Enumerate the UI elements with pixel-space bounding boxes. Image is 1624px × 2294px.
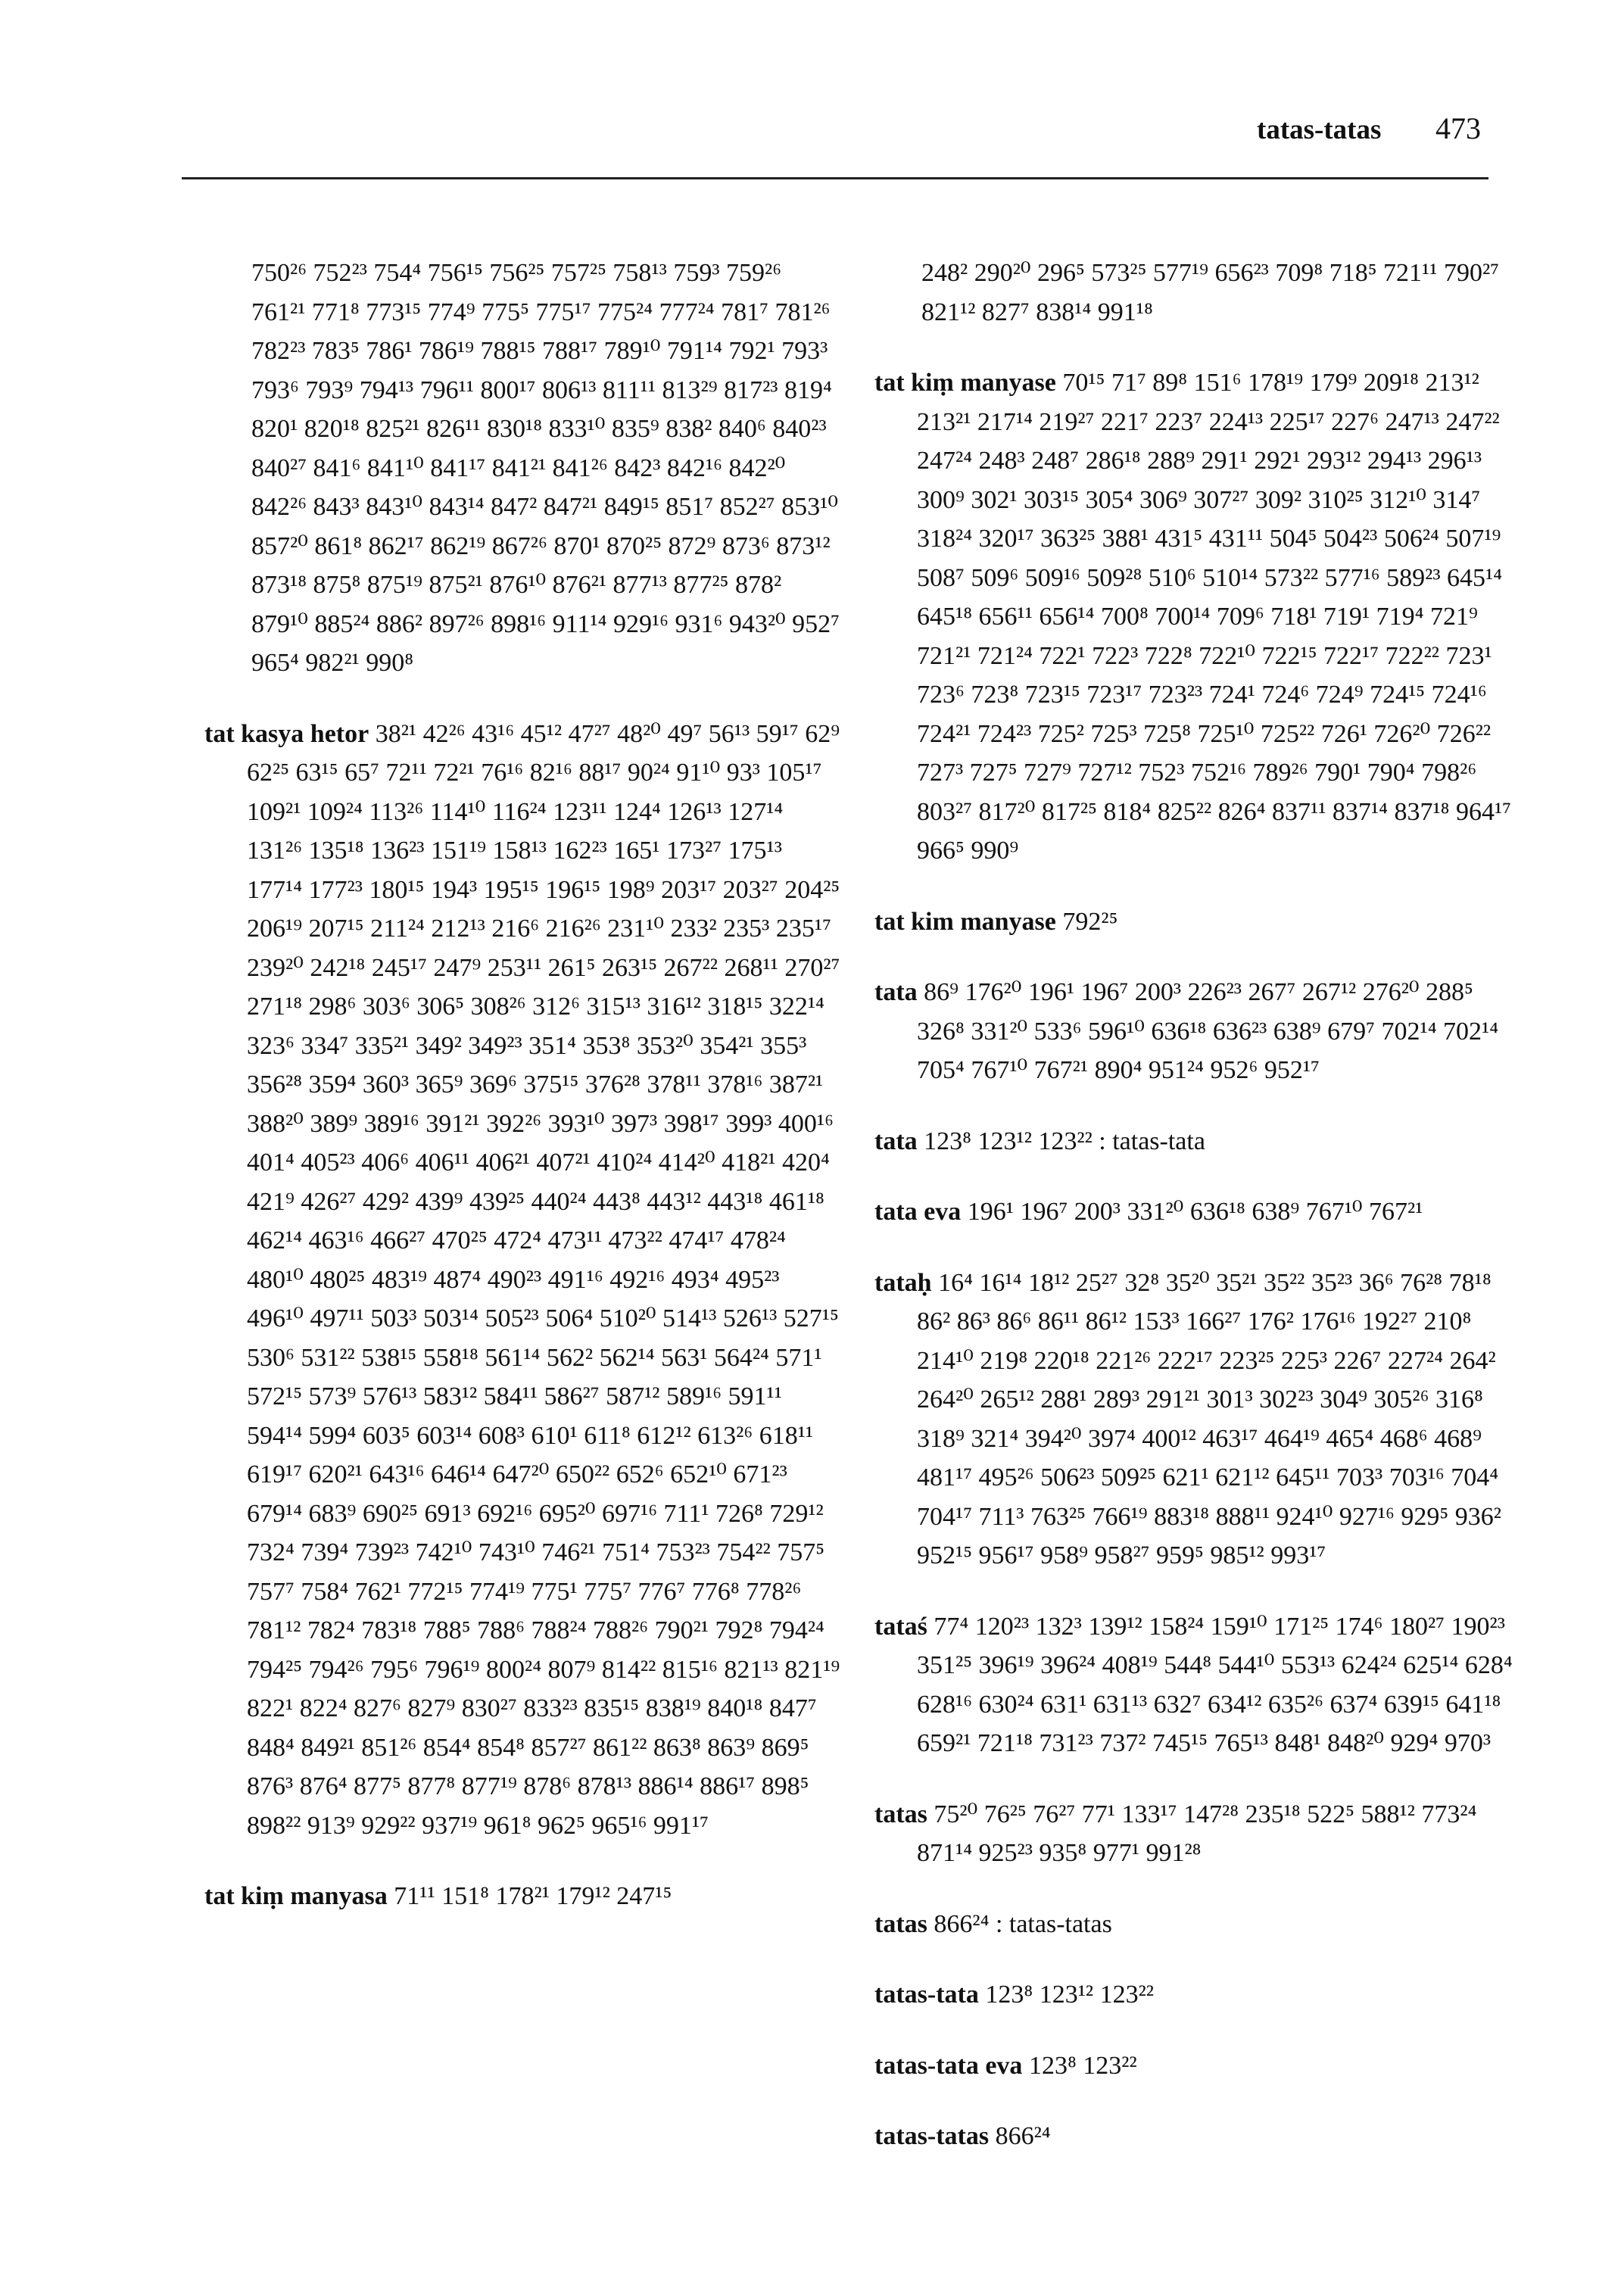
entry-references: 123⁸ 123¹² 123²² : tatas-tata [924, 1127, 1205, 1155]
entry-references: 792²⁵ [1062, 907, 1118, 936]
entry-headword: tatas-tata [874, 1981, 979, 2009]
index-entry-continued [874, 254, 1526, 332]
index-entry-continued [204, 254, 840, 683]
entry-headword: tata [874, 1127, 918, 1155]
entry-headword: tat kiṃ manyase [874, 369, 1056, 397]
entry-references: 16⁴ 16¹⁴ 18¹² 25²⁷ 32⁸ 35²⁰ 35²¹ 35²² 35²³ 36⁶ 76²⁸ 78¹⁸ 86² 86³ 86⁶ 86¹¹ 86¹² 153³ 166²⁷ 176² 176¹⁶ 192²⁷ 210⁸ 214¹⁰ 219⁸ 220¹⁸ 221²⁶ 222¹⁷ 223²⁵ 225³ 226⁷ 227²⁴ 264² 264²⁰ 265¹² 288¹ 289³ 291²¹ 301³ 302²³ 304⁹ 305²⁶ 316⁸ 318⁹ 321⁴ 394²⁰ 397⁴ 400¹² 463¹⁷ 464¹⁹ 465⁴ 468⁶ 468⁹ 481¹⁷ 495²⁶ 506²³ 509²⁵ 621¹ 621¹² 645¹¹ 703³ 703¹⁶ 704⁴ 704¹⁷ 711³ 763²⁵ 766¹⁹ 883¹⁸ 888¹¹ 924¹⁰ 927¹⁶ 929⁵ 936² 952¹⁵ 956¹⁷ 958⁹ 958²⁷ 959⁵ 985¹² 993¹⁷ [917, 1268, 1501, 1569]
page-number: 473 [1435, 111, 1481, 145]
index-entry [874, 902, 1526, 942]
entry-references: 248² 290²⁰ 296⁵ 573²⁵ 577¹⁹ 656²³ 709⁸ 718⁵ 721¹¹ 790²⁷ 821¹² 827⁷ 838¹⁴ 991¹⁸ [921, 259, 1499, 326]
entry-headword: tatas [874, 1909, 927, 1938]
left-column [204, 254, 840, 1948]
entry-headword: tataḥ [874, 1268, 932, 1297]
index-entry [874, 363, 1526, 871]
index-entry [874, 1264, 1526, 1576]
index-entry [874, 973, 1526, 1090]
entry-references: 866²⁴ : tatas-tatas [934, 1909, 1112, 1938]
entry-references: 86⁹ 176²⁰ 196¹ 196⁷ 200³ 226²³ 267⁷ 267¹² 276²⁰ 288⁵ 326⁸ 331²⁰ 533⁶ 596¹⁰ 636¹⁸ 636²³ 638⁹ 679⁷ 702¹⁴ 702¹⁴ 705⁴ 767¹⁰ 767²¹ 890⁴ 951²⁴ 952⁶ 952¹⁷ [917, 978, 1499, 1084]
right-column [874, 254, 1526, 2188]
index-entry [874, 2117, 1526, 2156]
index-entry [874, 2046, 1526, 2086]
entry-headword: tat kim manyase [874, 907, 1056, 936]
entry-headword: tataś [874, 1612, 927, 1641]
entry-references: 38²¹ 42²⁶ 43¹⁶ 45¹² 47²⁷ 48²⁰ 49⁷ 56¹³ 59¹⁷ 62⁹ 62²⁵ 63¹⁵ 65⁷ 72¹¹ 72²¹ 76¹⁶ 82¹⁶ 88¹⁷ 90²⁴ 91¹⁰ 93³ 105¹⁷ 109²¹ 109²⁴ 113²⁶ 114¹⁰ 116²⁴ 123¹¹ 124⁴ 126¹³ 127¹⁴ 131²⁶ 135¹⁸ 136²³ 151¹⁹ 158¹³ 162²³ 165¹ 173²⁷ 175¹³ 177¹⁴ 177²³ 180¹⁵ 194³ 195¹⁵ 196¹⁵ 198⁹ 203¹⁷ 203²⁷ 204²⁵ 206¹⁹ 207¹⁵ 211²⁴ 212¹³ 216⁶ 216²⁶ 231¹⁰ 233² 235³ 235¹⁷ 239²⁰ 242¹⁸ 245¹⁷ 247⁹ 253¹¹ 261⁵ 263¹⁵ 267²² 268¹¹ 270²⁷ 271¹⁸ 298⁶ 303⁶ 306⁵ 308²⁶ 312⁶ 315¹³ 316¹² 318¹⁵ 322¹⁴ 323⁶ 334⁷ 335²¹ 349² 349²³ 351⁴ 353⁸ 353²⁰ 354²¹ 355³ 356²⁸ 359⁴ 360³ 365⁹ 369⁶ 375¹⁵ 376²⁸ 378¹¹ 378¹⁶ 387²¹ 388²⁰ 389⁹ 389¹⁶ 391²¹ 392²⁶ 393¹⁰ 397³ 398¹⁷ 399³ 400¹⁶ 401⁴ 405²³ 406⁶ 406¹¹ 406²¹ 407²¹ 410²⁴ 414²⁰ 418²¹ 420⁴ 421⁹ 426²⁷ 429² 439⁹ 439²⁵ 440²⁴ 443⁸ 443¹² 443¹⁸ 461¹⁸ 462¹⁴ 463¹⁶ 466²⁷ 470²⁵ 472⁴ 473¹¹ 473²² 474¹⁷ 478²⁴ 480¹⁰ 480²⁵ 483¹⁹ 487⁴ 490²³ 491¹⁶ 492¹⁶ 493⁴ 495²³ 496¹⁰ 497¹¹ 503³ 503¹⁴ 505²³ 506⁴ 510²⁰ 514¹³ 526¹³ 527¹⁵ 530⁶ 531²² 538¹⁵ 558¹⁸ 561¹⁴ 562² 562¹⁴ 563¹ 564²⁴ 571¹ 572¹⁵ 573⁹ 576¹³ 583¹² 584¹¹ 586²⁷ 587¹² 589¹⁶ 591¹¹ 594¹⁴ 599⁴ 603⁵ 603¹⁴ 608³ 610¹ 611⁸ 612¹² 613²⁶ 618¹¹ 619¹⁷ 620²¹ 643¹⁶ 646¹⁴ 647²⁰ 650²² 652⁶ 652¹⁰ 671²³ 679¹⁴ 683⁹ 690²⁵ 691³ 692¹⁶ 695²⁰ 697¹⁶ 711¹ 726⁸ 729¹² 732⁴ 739⁴ 739²³ 742¹⁰ 743¹⁰ 746²¹ 751⁴ 753²³ 754²² 757⁵ 757⁷ 758⁴ 762¹ 772¹⁵ 774¹⁹ 775¹ 775⁷ 776⁷ 776⁸ 778²⁶ 781¹² 782⁴ 783¹⁸ 788⁵ 788⁶ 788²⁴ 788²⁶ 790²¹ 792⁸ 794²⁴ 794²⁵ 794²⁶ 795⁶ 796¹⁹ 800²⁴ 807⁹ 814²² 815¹⁶ 821¹³ 821¹⁹ 822¹ 822⁴ 827⁶ 827⁹ 830²⁷ 833²³ 835¹⁵ 838¹⁹ 840¹⁸ 847⁷ 848⁴ 849²¹ 851²⁶ 854⁴ 854⁸ 857²⁷ 861²² 863⁸ 863⁹ 869⁵ 876³ 876⁴ 877⁵ 877⁸ 877¹⁹ 878⁶ 878¹³ 886¹⁴ 886¹⁷ 898⁵ 898²² 913⁹ 929²² 937¹⁹ 961⁸ 962⁵ 965¹⁶ 991¹⁷ [247, 719, 840, 1840]
entry-headword: tat kiṃ manyasa [204, 1882, 388, 1910]
entry-references: 70¹⁵ 71⁷ 89⁸ 151⁶ 178¹⁹ 179⁹ 209¹⁸ 213¹² 213²¹ 217¹⁴ 219²⁷ 221⁷ 223⁷ 224¹³ 225¹⁷ 227⁶ 247¹³ 247²² 247²⁴ 248³ 248⁷ 286¹⁸ 288⁹ 291¹ 292¹ 293¹² 294¹³ 296¹³ 300⁹ 302¹ 303¹⁵ 305⁴ 306⁹ 307²⁷ 309² 310²⁵ 312¹⁰ 314⁷ 318²⁴ 320¹⁷ 363²⁵ 388¹ 431⁵ 431¹¹ 504⁵ 504²³ 506²⁴ 507¹⁹ 508⁷ 509⁶ 509¹⁶ 509²⁸ 510⁶ 510¹⁴ 573²² 577¹⁶ 589²³ 645¹⁴ 645¹⁸ 656¹¹ 656¹⁴ 700⁸ 700¹⁴ 709⁶ 718¹ 719¹ 719⁴ 721⁹ 721²¹ 721²⁴ 722¹ 722³ 722⁸ 722¹⁰ 722¹⁵ 722¹⁷ 722²² 723¹ 723⁶ 723⁸ 723¹⁵ 723¹⁷ 723²³ 724¹ 724⁶ 724⁹ 724¹⁵ 724¹⁶ 724²¹ 724²³ 725² 725³ 725⁸ 725¹⁰ 725²² 726¹ 726²⁰ 726²² 727³ 727⁵ 727⁹ 727¹² 752³ 752¹⁶ 789²⁶ 790¹ 790⁴ 798²⁶ 803²⁷ 817²⁰ 817²⁵ 818⁴ 825²² 826⁴ 837¹¹ 837¹⁴ 837¹⁸ 964¹⁷ 966⁵ 990⁹ [917, 369, 1512, 865]
entry-headword: tatas-tatas [874, 2122, 990, 2150]
entry-references: 123⁸ 123¹² 123²² [985, 1981, 1154, 2009]
index-entry [874, 1192, 1526, 1232]
index-entry [874, 1975, 1526, 2015]
index-entry [874, 1122, 1526, 1161]
index-entry [204, 1877, 840, 1916]
index-entry [874, 1795, 1526, 1873]
index-entry [874, 1607, 1526, 1763]
index-entry [874, 1905, 1526, 1944]
entry-references: 123⁸ 123²² [1028, 2051, 1137, 2080]
entry-headword: tat kasya hetor [204, 719, 369, 748]
entry-headword: tata eva [874, 1198, 962, 1226]
entry-references: 71¹¹ 151⁸ 178²¹ 179¹² 247¹⁵ [394, 1882, 672, 1910]
entry-references: 75²⁰ 76²⁵ 76²⁷ 77¹ 133¹⁷ 147²⁸ 235¹⁸ 522⁵ 588¹² 773²⁴ 871¹⁴ 925²³ 935⁸ 977¹ 991²⁸ [917, 1800, 1477, 1867]
page-header [0, 106, 1624, 197]
entry-references: 866²⁴ [995, 2122, 1051, 2150]
entry-headword: tatas [874, 1800, 927, 1828]
entry-headword: tata [874, 978, 918, 1006]
entry-references: 77⁴ 120²³ 132³ 139¹² 158²⁴ 159¹⁰ 171²⁵ 174⁶ 180²⁷ 190²³ 351²⁵ 396¹⁹ 396²⁴ 408¹⁹ 544⁸ 544¹⁰ 553¹³ 624²⁴ 625¹⁴ 628⁴ 628¹⁶ 630²⁴ 631¹ 631¹³ 632⁷ 634¹² 635²⁶ 637⁴ 639¹⁵ 641¹⁸ 659²¹ 721¹⁸ 731²³ 737² 745¹⁵ 765¹³ 848¹ 848²⁰ 929⁴ 970³ [917, 1612, 1513, 1757]
entry-references: 750²⁶ 752²³ 754⁴ 756¹⁵ 756²⁵ 757²⁵ 758¹³ 759³ 759²⁶ 761²¹ 771⁸ 773¹⁵ 774⁹ 775⁵ 775¹⁷ 775²⁴ 777²⁴ 781⁷ 781²⁶ 782²³ 783⁵ 786¹ 786¹⁹ 788¹⁵ 788¹⁷ 789¹⁰ 791¹⁴ 792¹ 793³ 793⁶ 793⁹ 794¹³ 796¹¹ 800¹⁷ 806¹³ 811¹¹ 813²⁹ 817²³ 819⁴ 820¹ 820¹⁸ 825²¹ 826¹¹ 830¹⁸ 833¹⁰ 835⁹ 838² 840⁶ 840²³ 840²⁷ 841⁶ 841¹⁰ 841¹⁷ 841²¹ 841²⁶ 842³ 842¹⁶ 842²⁰ 842²⁶ 843³ 843¹⁰ 843¹⁴ 847² 847²¹ 849¹⁵ 851⁷ 852²⁷ 853¹⁰ 857²⁰ 861⁸ 862¹⁷ 862¹⁹ 867²⁶ 870¹ 870²⁵ 872⁹ 873⁶ 873¹² 873¹⁸ 875⁸ 875¹⁹ 875²¹ 876¹⁰ 876²¹ 877¹³ 877²⁵ 878² 879¹⁰ 885²⁴ 886² 897²⁶ 898¹⁶ 911¹⁴ 929¹⁶ 931⁶ 943²⁰ 952⁷ 965⁴ 982²¹ 990⁸ [251, 259, 840, 677]
entry-headword: tatas-tata eva [874, 2051, 1023, 2080]
header-rule [182, 177, 1488, 179]
entry-references: 196¹ 196⁷ 200³ 331²⁰ 636¹⁸ 638⁹ 767¹⁰ 767²¹ [967, 1198, 1423, 1226]
running-headword: tatas-tatas [1257, 114, 1382, 145]
index-entry [204, 715, 840, 1846]
